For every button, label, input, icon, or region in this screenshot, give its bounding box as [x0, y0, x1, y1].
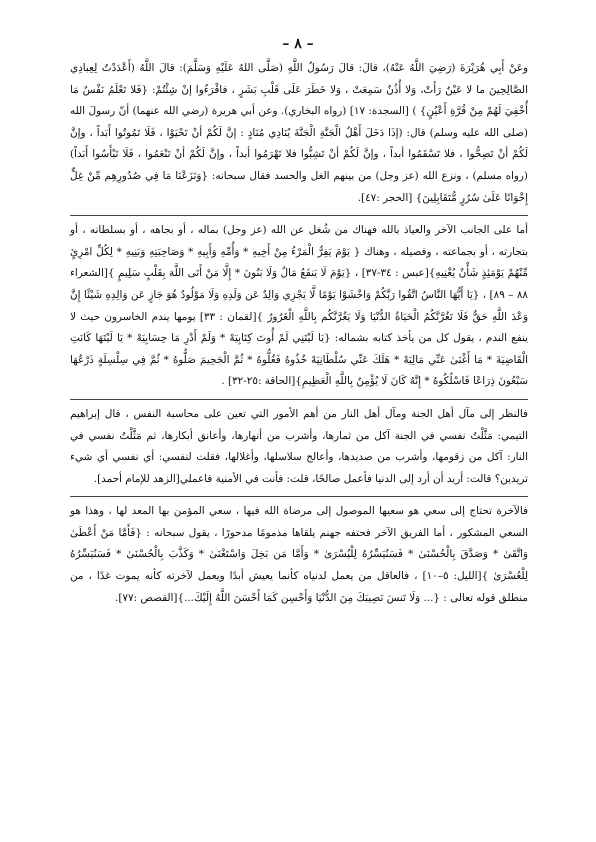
paragraph-self-accounting: فالنظر إلى مآل أهل الجنة ومآل أهل النار من أهم الأمور التي تعين على محاسبة النفس ، قال إبراهيم التيمي: مَثَّلْتُ نفسي في الجنة آكل من ثمارها، وأشرب من أنهارها، وأعانق أبكارها، ثم مَثَّلْتُ نفسي في النار: آكل من زقومها، وأشرب من صديدها، وأعالج سلاسلها، وأغلالها، فقلت لنفسي: أي نفسي أي شيء تريدين؟ قالت: أريد أن أرد إلى الدنيا فأعمل صالحًا، قلت: فأنت في الأمنية فاعملي[الزهد للإمام أحمد]. [70, 407, 528, 485]
page-number: – ٨ – [282, 36, 314, 52]
section-divider [70, 215, 528, 216]
section-divider [70, 496, 528, 497]
paragraph-striving-hereafter: فالآخرة تحتاج إلى سعي هو سعيها الموصول إلى مرضاة الله فيها ، سعي المؤمن بها المعد لها ، وهذا هو السعي المشكور ، أما الفريق الآخر فحتفه جهنم يلقاها مذمومًا مدحورًا ، يقول سبحانه : {فَأَمَّا مَنْ أَعْطَىٰ وَاتَّقَىٰ * وَصَدَّقَ بِالْحُسْنَىٰ * فَسَنُيَسِّرُهُ لِلْيُسْرَىٰ * وَأَمَّا مَن بَخِلَ وَاسْتَغْنَىٰ * وَكَذَّبَ بِالْحُسْنَىٰ * فَسَنُيَسِّرُهُ لِلْعُسْرَىٰ }[الليل: ٥–١٠] ، فالعاقل من يعمل لدنياه كأنما يعيش أبدًا ويعمل لآخرته كأنه يموت غدًا ، من منطلق قوله تعالى : {... وَلَا تَنسَ نَصِيبَكَ مِنَ الدُّنْيَا وَأَحْسِن كَمَا أَحْسَنَ اللَّهُ إِلَيْكَ...}[القصص :٧٧]. [70, 505, 528, 604]
paragraph-hadith-paradise: وعَنْ أَبِي هُرَيْرَةَ (رَضِيَ اللَّهُ عَنْهُ)، قالَ: قالَ رَسُولُ اللَّهِ (صَلَّى اللهُ عَلَيْهِ وَسَلَّمَ): قالَ اللَّهُ (أَعْدَدْتُ لِعِبادِي الصَّالِحِينَ ما لا عَيْنٌ رَأَتْ، وَلا أُذُنٌ سَمِعَتْ ، وَلا خَطَرَ عَلَى قَلْبِ بَشَرٍ ، فاقْرَءُوا إنْ شِئْتُمْ: {فَلا تَعْلَمُ نَفْسٌ مَا أُخْفِيَ لَهُمْ مِنْ قُرَّةِ أَعْيُنٍ} ) [السجدة: ١٧] (رواه البخاري). وعن أبي هريرة (رضي الله عنهما) أنّ رسولَ الله (صلى الله عليه وسلم) قال: (إذَا دَخَلَ أَهْلُ الْجَنَّةِ الْجَنَّةَ يُنَادِي مُنَادٍ : إنَّ لَكُمْ أنْ تَحْيَوْا ، فَلَا تَمُوتُوا أَبَداً ، وإنَّ لَكُمْ أنْ تَصِحُّوا ، فلا تَسْقَمُوا أبداً ، وإنَّ لَكُمْ أنْ تَشِبُّوا فلا تَهْرَمُوا أبداً ، وإنَّ لَكُمْ أنْ تَنْعَمُوا ، فَلَا تَبْأَسُوا أَبَداً) (رواه مسلم) ، ونزع الله (عز وجل) من بينهم الغل والحسد فقال سبحانه: {وَنَزَعْنَا مَا فِي صُدُورِهِم مِّنْ غِلٍّ إِخْوَانًا عَلَىٰ سُرُرٍ مُّتَقَابِلِينَ} [الحجر :٤٧]. [70, 62, 528, 204]
section-divider [70, 399, 528, 400]
paragraph-day-of-judgment: أما على الجانب الآخر والعياذ بالله فهناك من شُغل عن الله (عز وجل) بماله ، أو بجاهه ، أو بسلطانه ، أو بتجارته ، أو بجماعته ، وفصيله ، وهناك { يَوْمَ يَفِرُّ الْمَرْءُ مِنْ أَخِيهِ * وَأُمِّهِ وَأَبِيهِ * وَصَاحِبَتِهِ وَبَنِيهِ * لِكُلِّ امْرِئٍ مِّنْهُمْ يَوْمَئِذٍ شَأْنٌ يُغْنِيهِ}[عبس : ٣٤-٣٧] ، {يَوْمَ لَا يَنفَعُ مَالٌ وَلَا بَنُونَ * إِلَّا مَنْ أَتَى اللَّهَ بِقَلْبٍ سَلِيمٍ }[الشعراء ٨٨ – ٨٩] ، {يَا أَيُّهَا النَّاسُ اتَّقُوا رَبَّكُمْ وَاخْشَوْا يَوْمًا لَّا يَجْزِي وَالِدٌ عَن وَلَدِهِ وَلَا مَوْلُودٌ هُوَ جَازٍ عَن وَالِدِهِ شَيْئًا إِنَّ وَعْدَ اللَّهِ حَقٌّ فَلَا تَغُرَّنَّكُمُ الْحَيَاةُ الدُّنْيَا وَلَا يَغُرَّنَّكُم بِاللَّهِ الْغَرُورُ }[لقمان : ٣٣] يومها يندم الخاسرون حيث لا ينفع الندم ، يقول كل من يأخذ كتابه بشماله: {يَا لَيْتَنِي لَمْ أُوتَ كِتَابِيَهْ * وَلَمْ أَدْرِ مَا حِسَابِيَهْ * يَا لَيْتَهَا كَانَتِ الْقَاضِيَةَ * مَا أَغْنَىٰ عَنِّي مَالِيَهْ * هَلَكَ عَنِّي سُلْطَانِيَهْ خُذُوهُ فَغُلُّوهُ * ثُمَّ الْجَحِيمَ صَلُّوهُ * ثُمَّ فِي سِلْسِلَةٍ ذَرْعُهَا سَبْعُونَ ذِرَاعًا فَاسْلُكُوهُ * إِنَّهُ كَانَ لَا يُؤْمِنُ بِاللَّهِ الْعَظِيمِ}[الحاقة :٢٥-٣٢] . [70, 224, 528, 388]
page-body [70, 58, 528, 609]
